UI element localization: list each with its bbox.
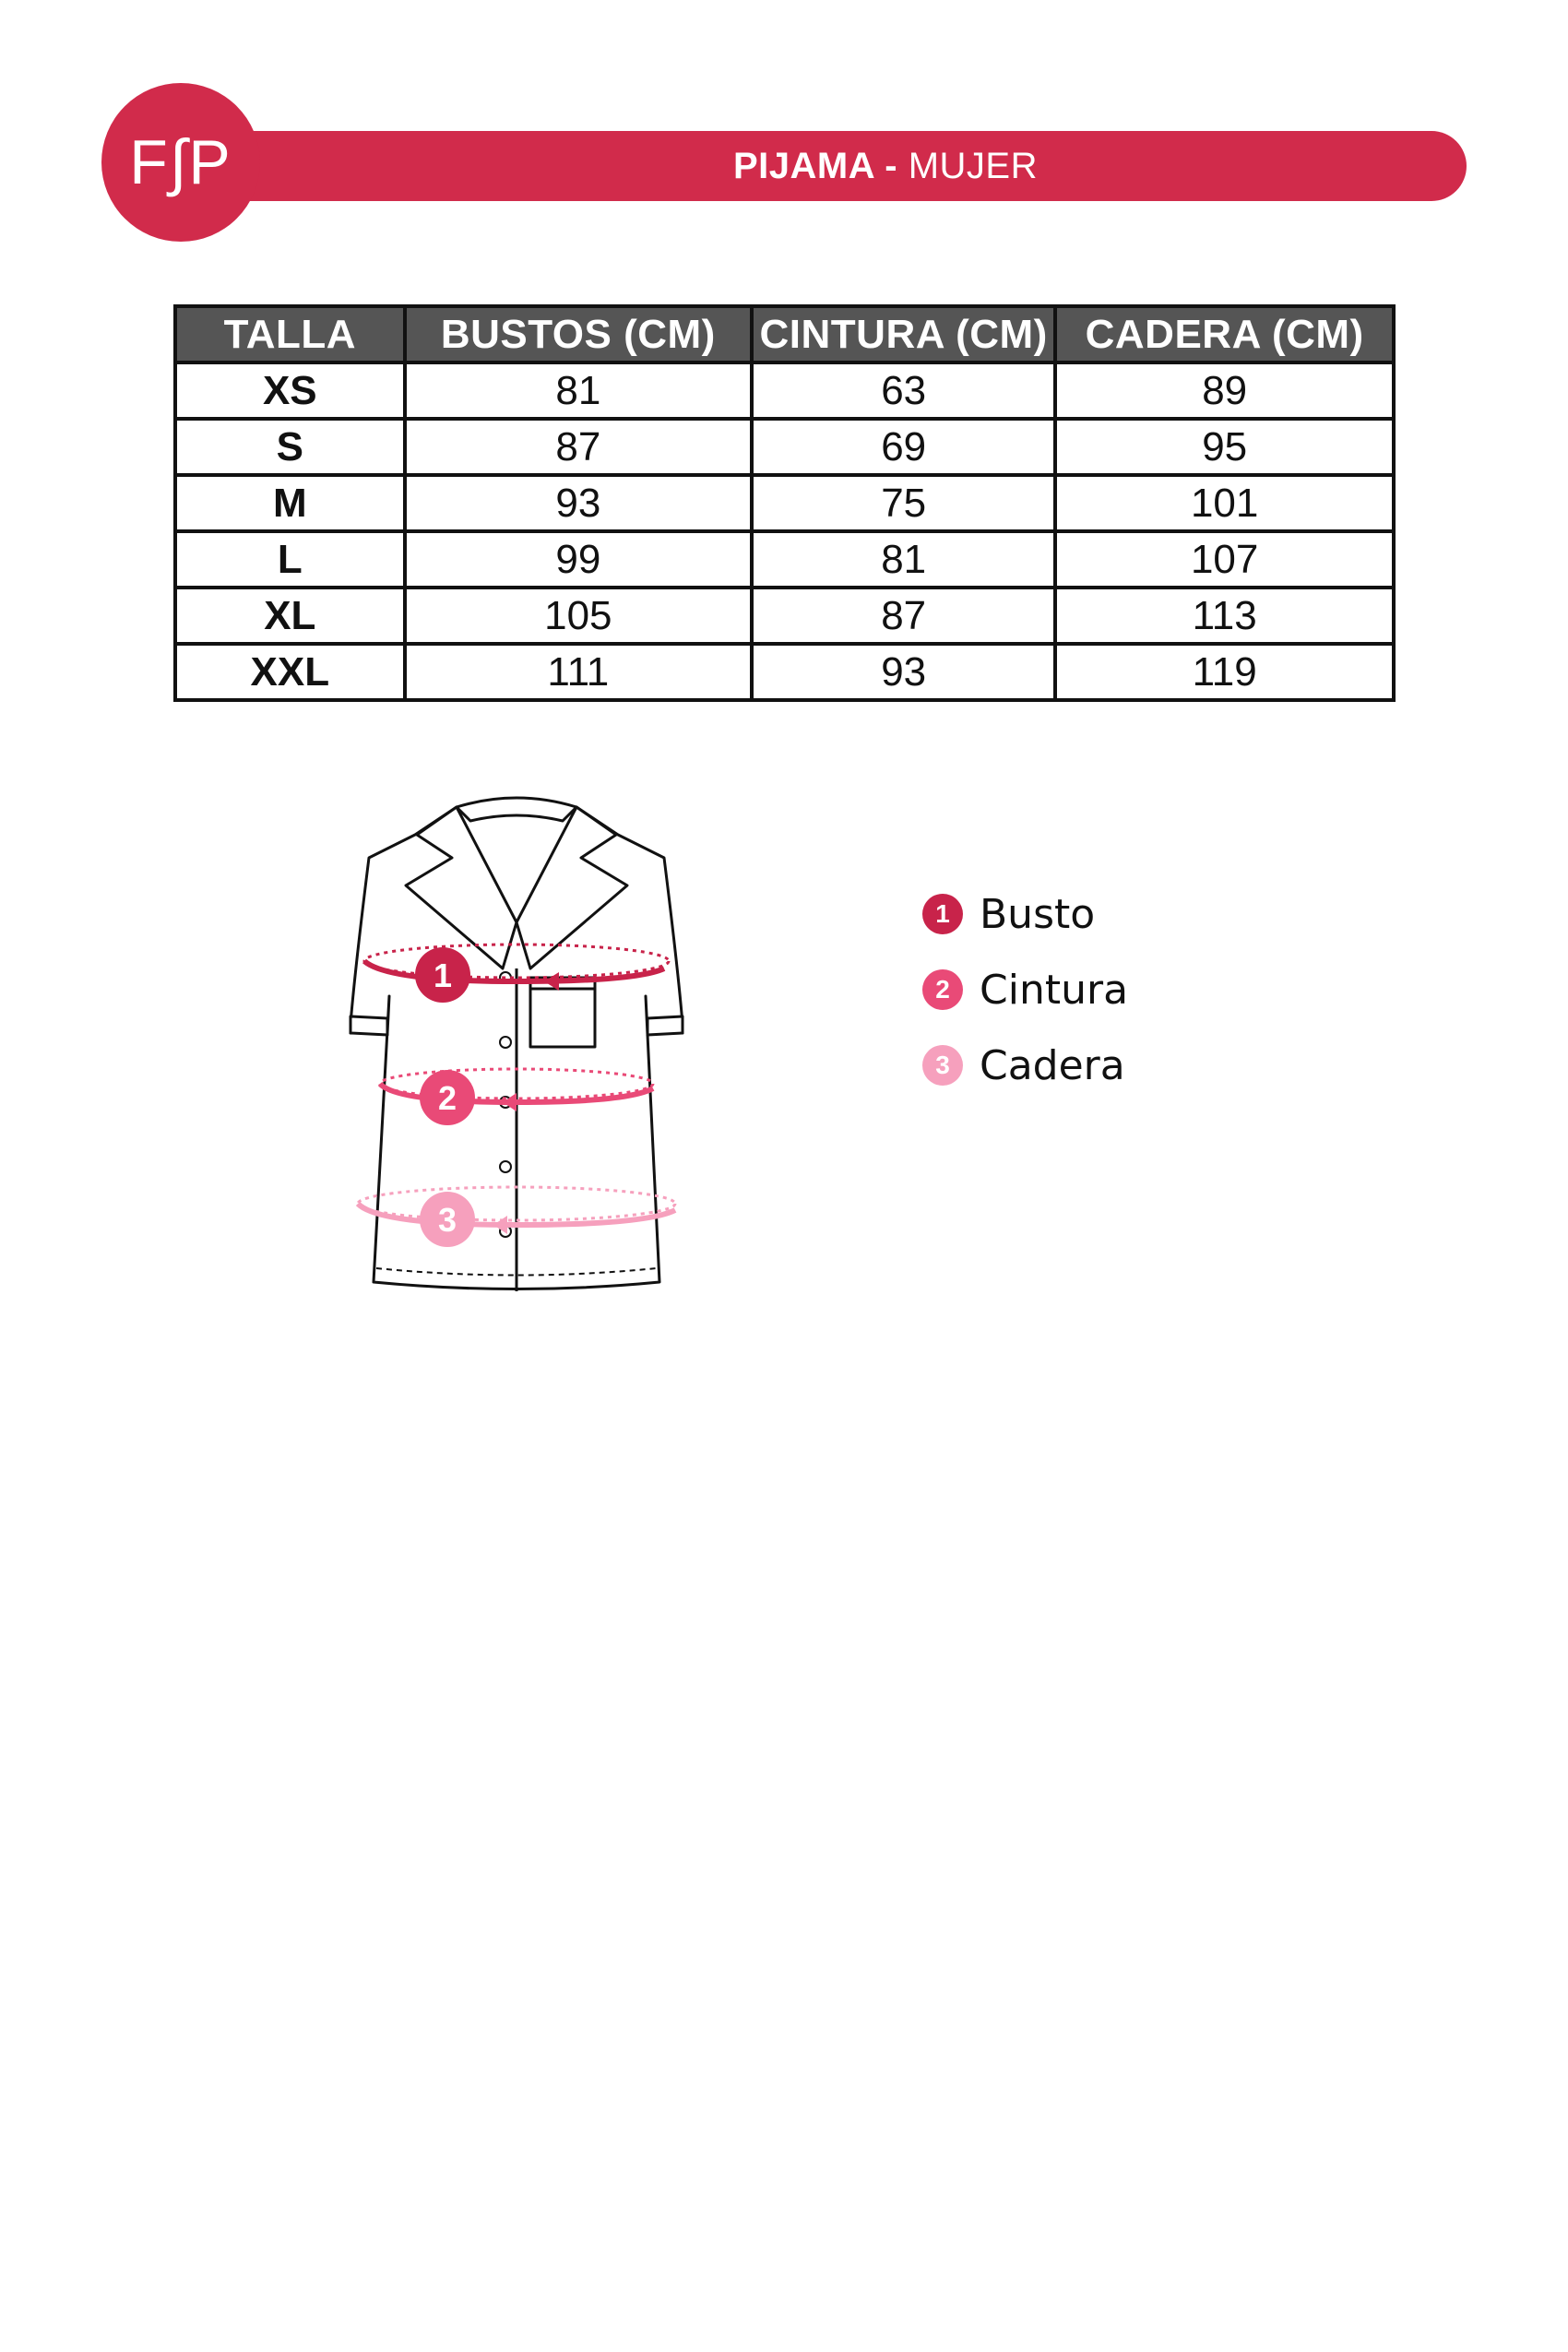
measurement-legend — [922, 876, 1128, 1103]
right-sleeve-cuff — [647, 1016, 683, 1035]
legend-label-cadera: Cadera — [980, 1041, 1125, 1089]
header-bar — [184, 131, 1467, 201]
header-cadera: CADERA (CM) — [1055, 306, 1394, 362]
cadera-cell: 113 — [1055, 588, 1394, 644]
busto-cell: 93 — [405, 475, 752, 531]
waist-marker-number: 2 — [437, 1079, 457, 1117]
size-cell: L — [175, 531, 405, 588]
cadera-cell: 107 — [1055, 531, 1394, 588]
brand-logo-text: F∫P — [129, 127, 232, 197]
legend-item-cintura — [922, 952, 1128, 1028]
legend-label-cintura: Cintura — [980, 966, 1129, 1014]
legend-badge-1: 1 — [922, 894, 963, 934]
size-table — [173, 304, 1396, 702]
busto-cell: 81 — [405, 362, 752, 419]
cadera-cell: 95 — [1055, 419, 1394, 475]
busto-cell: 99 — [405, 531, 752, 588]
cintura-cell: 63 — [752, 362, 1055, 419]
cadera-cell: 89 — [1055, 362, 1394, 419]
size-cell: XL — [175, 588, 405, 644]
busto-cell: 87 — [405, 419, 752, 475]
cintura-cell: 69 — [752, 419, 1055, 475]
brand-logo — [101, 83, 260, 242]
button — [500, 1161, 511, 1172]
table-row — [175, 419, 1394, 475]
size-cell: XXL — [175, 644, 405, 700]
cadera-cell: 101 — [1055, 475, 1394, 531]
button — [500, 1037, 511, 1048]
page-title-regular: MUJER — [897, 146, 1038, 186]
table-row — [175, 531, 1394, 588]
table-row — [175, 644, 1394, 700]
hip-marker-number: 3 — [437, 1201, 457, 1239]
legend-badge-2: 2 — [922, 969, 963, 1010]
legend-label-busto: Busto — [980, 890, 1096, 938]
size-cell: M — [175, 475, 405, 531]
legend-item-cadera — [922, 1028, 1128, 1103]
busto-cell: 111 — [405, 644, 752, 700]
size-cell: S — [175, 419, 405, 475]
table-row — [175, 475, 1394, 531]
busto-cell: 105 — [405, 588, 752, 644]
page-title — [184, 131, 1467, 201]
legend-item-busto — [922, 876, 1128, 952]
table-header-row — [175, 306, 1394, 362]
cintura-cell: 75 — [752, 475, 1055, 531]
header-bustos: BUSTOS (CM) — [405, 306, 752, 362]
page-title-bold: PIJAMA - — [733, 146, 898, 186]
bust-marker-number: 1 — [433, 956, 453, 994]
header-talla: TALLA — [175, 306, 405, 362]
pajama-shirt-diagram — [332, 784, 701, 1301]
cadera-cell: 119 — [1055, 644, 1394, 700]
left-sleeve-cuff — [350, 1016, 387, 1035]
legend-badge-3: 3 — [922, 1045, 963, 1086]
table-row — [175, 362, 1394, 419]
header-cintura: CINTURA (CM) — [752, 306, 1055, 362]
cintura-cell: 87 — [752, 588, 1055, 644]
table-row — [175, 588, 1394, 644]
cintura-cell: 93 — [752, 644, 1055, 700]
size-cell: XS — [175, 362, 405, 419]
cintura-cell: 81 — [752, 531, 1055, 588]
